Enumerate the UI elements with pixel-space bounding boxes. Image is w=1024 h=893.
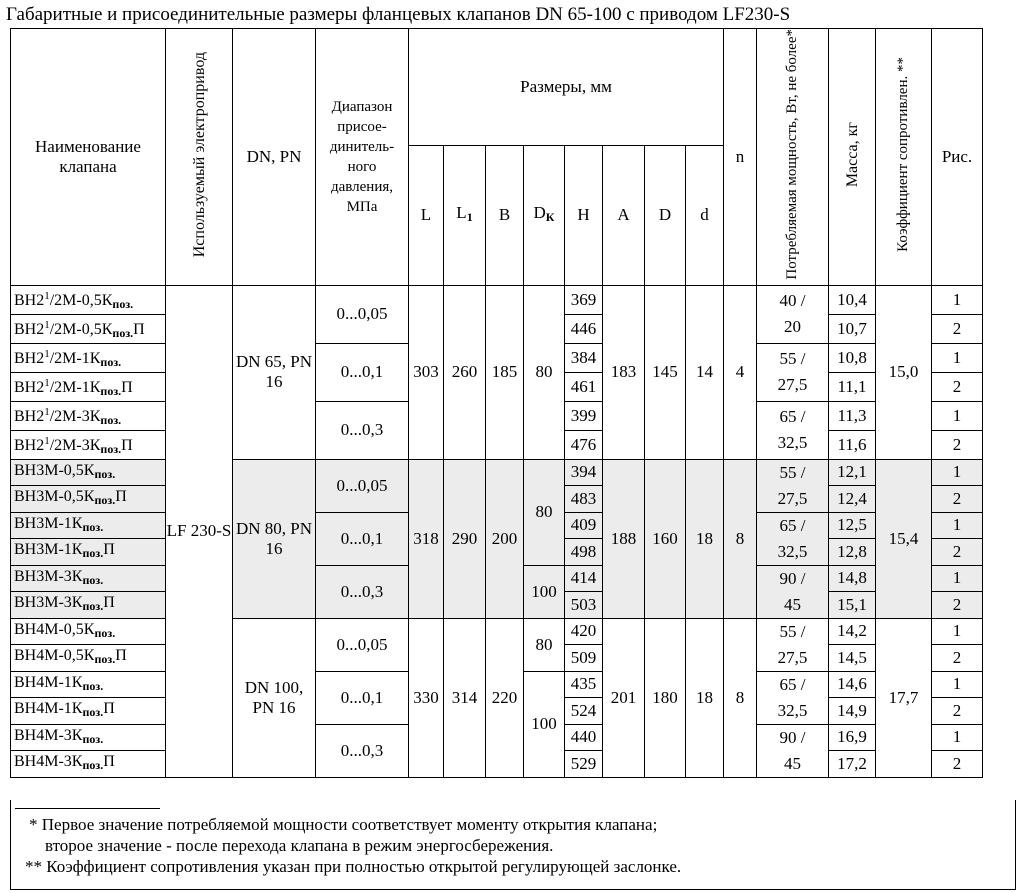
dim-h-cell: 384 (565, 343, 603, 372)
footnote-2: ** Коэффициент сопротивления указан при полностью открытой регулирующей заслонке. (25, 857, 682, 876)
dim-h-cell: 524 (565, 698, 603, 725)
header-B: B (486, 145, 524, 285)
valve-name: $ВН4М-3К_{поз.}$ (11, 724, 166, 751)
valve-name: $ВН3М-0,5К_{поз.}П$ (11, 486, 166, 513)
footnotes (10, 800, 1016, 890)
mass-cell: 10,7 (829, 314, 876, 343)
header-drive: Используемый электропривод (166, 29, 233, 286)
footnote-1-line-2: второе значение - после перехода клапана в режим энергосбережения. (45, 836, 554, 855)
dim-dk-cell: 100 (524, 565, 565, 618)
valve-name: $ВН2^1/2М-3К_{поз.}П$ (11, 430, 166, 459)
pressure-range-cell: 0...0,3 (316, 565, 409, 618)
pressure-range-cell: 0...0,05 (316, 618, 409, 671)
valve-name: $ВН3М-1К_{поз.}П$ (11, 539, 166, 566)
valve-name: $ВН3М-0,5К_{поз.}$ (11, 459, 166, 486)
fig-cell: 2 (932, 592, 983, 619)
dim-h-cell: 369 (565, 285, 603, 314)
fig-cell: 2 (932, 751, 983, 778)
footnote-1-line-1: * Первое значение потребляемой мощности соответствует моменту открытия клапана; (29, 815, 658, 834)
valve-name: $ВН3М-1К_{поз.}$ (11, 512, 166, 539)
mass-cell: 11,3 (829, 401, 876, 430)
dim-dk-cell: 100 (524, 671, 565, 777)
dnpn-cell: DN 65, PN 16 (233, 285, 316, 459)
dim-d-cell: 145 (645, 285, 686, 459)
pressure-range-cell: 0...0,3 (316, 724, 409, 777)
dim-h-cell: 503 (565, 592, 603, 619)
mass-cell: 14,2 (829, 618, 876, 645)
dim-l-cell: 303 (409, 285, 444, 459)
power-cell: 65 / 32,5 (757, 671, 829, 724)
dim-h-cell: 461 (565, 372, 603, 401)
header-L: L (409, 145, 444, 285)
dim-b-cell: 185 (486, 285, 524, 459)
header-dimensions: Размеры, мм (409, 29, 724, 146)
valve-name: $ВН2^1/2М-0,5К_{поз.}$ (11, 285, 166, 314)
pressure-range-cell: 0...0,1 (316, 512, 409, 565)
fig-cell: 1 (932, 671, 983, 698)
mass-cell: 11,1 (829, 372, 876, 401)
power-cell: 55 / 27,5 (757, 618, 829, 671)
dim-h-cell: 509 (565, 645, 603, 672)
dim-h-cell: 409 (565, 512, 603, 539)
page-title: Габаритные и присоединительные размеры фланцевых клапанов DN 65-100 с приводом LF230-S (6, 4, 791, 25)
header-A: A (603, 145, 645, 285)
valve-name: $ВН2^1/2М-1К_{поз.}$ (11, 343, 166, 372)
coef-cell: 15,4 (876, 459, 932, 618)
fig-cell: 1 (932, 724, 983, 751)
pressure-range-cell: 0...0,1 (316, 671, 409, 724)
fig-cell: 1 (932, 401, 983, 430)
coef-cell: 15,0 (876, 285, 932, 459)
fig-cell: 2 (932, 430, 983, 459)
mass-cell: 12,1 (829, 459, 876, 486)
power-cell: 65 / 32,5 (757, 512, 829, 565)
header-coef: Коэффициент сопротивлен. ** (876, 29, 932, 286)
mass-cell: 14,8 (829, 565, 876, 592)
header-power: Потребляемая мощность, Вт, не более* (757, 29, 829, 286)
header-d: d (686, 145, 724, 285)
mass-cell: 12,5 (829, 512, 876, 539)
power-cell: 90 / 45 (757, 565, 829, 618)
fig-cell: 1 (932, 459, 983, 486)
dim-h-cell: 394 (565, 459, 603, 486)
dim-dk-cell: 80 (524, 285, 565, 459)
dim-a-cell: 183 (603, 285, 645, 459)
footnote-rule (15, 808, 160, 809)
table-row (11, 618, 983, 645)
dim-h-cell: 440 (565, 724, 603, 751)
dim-n-cell: 8 (724, 459, 757, 618)
header-n: n (724, 29, 757, 286)
valve-name: $ВН3М-3К_{поз.}П$ (11, 592, 166, 619)
valve-name: $ВН2^1/2М-3К_{поз.}$ (11, 401, 166, 430)
dim-h-cell: 498 (565, 539, 603, 566)
drive-cell: LF 230-S (166, 285, 233, 777)
dim-h-cell: 476 (565, 430, 603, 459)
table-body (11, 285, 983, 777)
fig-cell: 1 (932, 565, 983, 592)
power-cell: 55 / 27,5 (757, 459, 829, 512)
dim-l-cell: 318 (409, 459, 444, 618)
header-H: H (565, 145, 603, 285)
mass-cell: 15,1 (829, 592, 876, 619)
dim-dk-cell: 80 (524, 618, 565, 671)
dim-d-cell: 14 (686, 285, 724, 459)
dim-h-cell: 483 (565, 486, 603, 513)
fig-cell: 1 (932, 618, 983, 645)
fig-cell: 2 (932, 645, 983, 672)
pressure-range-cell: 0...0,3 (316, 401, 409, 459)
dim-d-cell: 18 (686, 618, 724, 777)
mass-cell: 14,9 (829, 698, 876, 725)
fig-cell: 1 (932, 512, 983, 539)
dim-l1-cell: 314 (444, 618, 486, 777)
valve-name: $ВН4М-1К_{поз.}П$ (11, 698, 166, 725)
power-cell: 90 / 45 (757, 724, 829, 777)
table-row (11, 285, 983, 314)
mass-cell: 14,6 (829, 671, 876, 698)
header-L1: $L_1$ (444, 145, 486, 285)
mass-cell: 10,8 (829, 343, 876, 372)
header-dnpn: DN, PN (233, 29, 316, 286)
valve-name: $ВН2^1/2М-0,5К_{поз.}П$ (11, 314, 166, 343)
dim-h-cell: 446 (565, 314, 603, 343)
dim-h-cell: 414 (565, 565, 603, 592)
dim-h-cell: 435 (565, 671, 603, 698)
valve-name: $ВН4М-3К_{поз.}П$ (11, 751, 166, 778)
dnpn-cell: DN 100, PN 16 (233, 618, 316, 777)
power-cell: 65 / 32,5 (757, 401, 829, 459)
valve-name: $ВН4М-0,5К_{поз.}$ (11, 618, 166, 645)
dnpn-cell: DN 80, PN 16 (233, 459, 316, 618)
valve-name: $ВН2^1/2М-1К_{поз.}П$ (11, 372, 166, 401)
dim-b-cell: 220 (486, 618, 524, 777)
dim-d-cell: 180 (645, 618, 686, 777)
dim-l1-cell: 290 (444, 459, 486, 618)
mass-cell: 12,8 (829, 539, 876, 566)
header-pressure-range: Диапазон присое-динитель-ного давления, МПа (316, 29, 409, 286)
dim-d-cell: 18 (686, 459, 724, 618)
power-cell: 40 / 20 (757, 285, 829, 343)
dim-a-cell: 201 (603, 618, 645, 777)
dim-n-cell: 4 (724, 285, 757, 459)
fig-cell: 2 (932, 539, 983, 566)
dim-l-cell: 330 (409, 618, 444, 777)
dim-b-cell: 200 (486, 459, 524, 618)
header-fig: Рис. (932, 29, 983, 286)
dim-h-cell: 420 (565, 618, 603, 645)
pressure-range-cell: 0...0,1 (316, 343, 409, 401)
table-row (11, 459, 983, 486)
fig-cell: 2 (932, 372, 983, 401)
dim-a-cell: 188 (603, 459, 645, 618)
pressure-range-cell: 0...0,05 (316, 285, 409, 343)
mass-cell: 14,5 (829, 645, 876, 672)
dim-d-cell: 160 (645, 459, 686, 618)
header-name: Наименование клапана (11, 29, 166, 286)
mass-cell: 17,2 (829, 751, 876, 778)
dim-n-cell: 8 (724, 618, 757, 777)
fig-cell: 2 (932, 486, 983, 513)
valve-name: $ВН4М-0,5К_{поз.}П$ (11, 645, 166, 672)
valve-name: $ВН4М-1К_{поз.}$ (11, 671, 166, 698)
dim-l1-cell: 260 (444, 285, 486, 459)
fig-cell: 1 (932, 343, 983, 372)
dim-h-cell: 529 (565, 751, 603, 778)
header-mass: Масса, кг (829, 29, 876, 286)
fig-cell: 1 (932, 285, 983, 314)
mass-cell: 11,6 (829, 430, 876, 459)
mass-cell: 16,9 (829, 724, 876, 751)
pressure-range-cell: 0...0,05 (316, 459, 409, 512)
fig-cell: 2 (932, 314, 983, 343)
mass-cell: 10,4 (829, 285, 876, 314)
header-Dk: $D_К$ (524, 145, 565, 285)
fig-cell: 2 (932, 698, 983, 725)
valve-name: $ВН3М-3К_{поз.}$ (11, 565, 166, 592)
mass-cell: 12,4 (829, 486, 876, 513)
header-D: D (645, 145, 686, 285)
dimensions-table (10, 28, 983, 778)
power-cell: 55 / 27,5 (757, 343, 829, 401)
coef-cell: 17,7 (876, 618, 932, 777)
dim-dk-cell: 80 (524, 459, 565, 565)
dim-h-cell: 399 (565, 401, 603, 430)
